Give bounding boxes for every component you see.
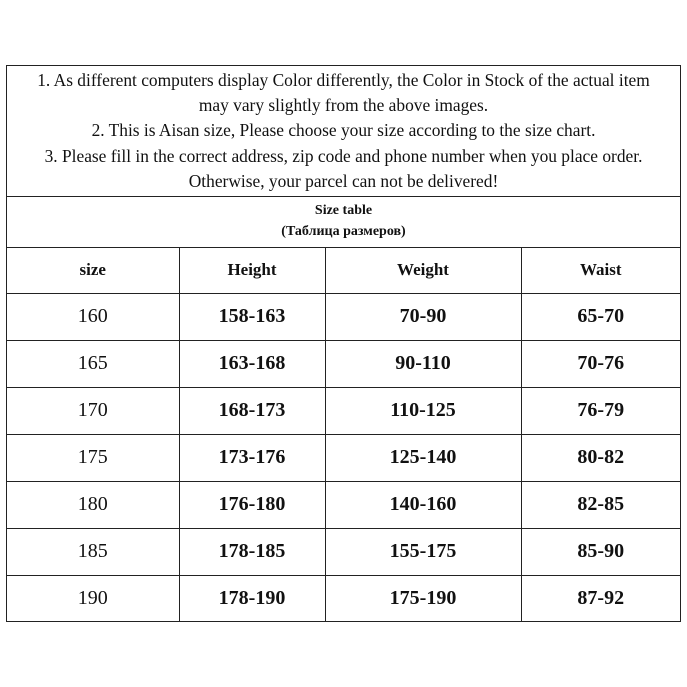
size-cell: 180	[7, 481, 179, 528]
waist-cell: 80-82	[521, 434, 680, 481]
note-line: may vary slightly from the above images.	[198, 95, 489, 116]
note-line: 2. This is Aisan size, Please choose your size according to the size chart.	[91, 120, 596, 141]
weight-cell: 70-90	[325, 293, 521, 340]
table-row	[7, 434, 680, 481]
note-line: Otherwise, your parcel can not be delivered!	[188, 170, 499, 191]
height-cell: 178-185	[179, 528, 325, 575]
weight-cell: 140-160	[325, 481, 521, 528]
height-cell: 176-180	[179, 481, 325, 528]
table-subtitle: (Таблица размеров)	[281, 224, 406, 239]
waist-cell: 70-76	[521, 340, 680, 387]
weight-cell: 90-110	[325, 340, 521, 387]
size-cell: 190	[7, 575, 179, 622]
table-row	[7, 528, 680, 575]
table-row	[7, 481, 680, 528]
notes-block	[7, 66, 680, 197]
height-cell: 178-190	[179, 575, 325, 622]
height-cell: 158-163	[179, 293, 325, 340]
waist-cell: 85-90	[521, 528, 680, 575]
size-cell: 160	[7, 293, 179, 340]
column-header-height: Height	[179, 248, 325, 293]
table-title: Size table	[314, 203, 373, 218]
waist-cell: 82-85	[521, 481, 680, 528]
weight-cell: 175-190	[325, 575, 521, 622]
column-header-size: size	[7, 248, 179, 293]
waist-cell: 76-79	[521, 387, 680, 434]
table-row	[7, 575, 680, 622]
table-row	[7, 293, 680, 340]
height-cell: 168-173	[179, 387, 325, 434]
waist-cell: 87-92	[521, 575, 680, 622]
table-row	[7, 387, 680, 434]
waist-cell: 65-70	[521, 293, 680, 340]
table-row	[7, 340, 680, 387]
weight-cell: 125-140	[325, 434, 521, 481]
size-chart-frame	[6, 65, 681, 622]
size-cell: 175	[7, 434, 179, 481]
weight-cell: 155-175	[325, 528, 521, 575]
note-line: 3. Please fill in the correct address, zip code and phone number when you place order.	[44, 145, 643, 166]
size-cell: 185	[7, 528, 179, 575]
size-table	[7, 248, 680, 622]
height-cell: 173-176	[179, 434, 325, 481]
column-header-weight: Weight	[325, 248, 521, 293]
weight-cell: 110-125	[325, 387, 521, 434]
column-header-waist: Waist	[521, 248, 680, 293]
height-cell: 163-168	[179, 340, 325, 387]
table-title-block	[7, 197, 680, 248]
note-line: 1. As different computers display Color differently, the Color in Stock of the actual item	[37, 70, 650, 90]
size-cell: 170	[7, 387, 179, 434]
table-header-row	[7, 248, 680, 293]
size-cell: 165	[7, 340, 179, 387]
